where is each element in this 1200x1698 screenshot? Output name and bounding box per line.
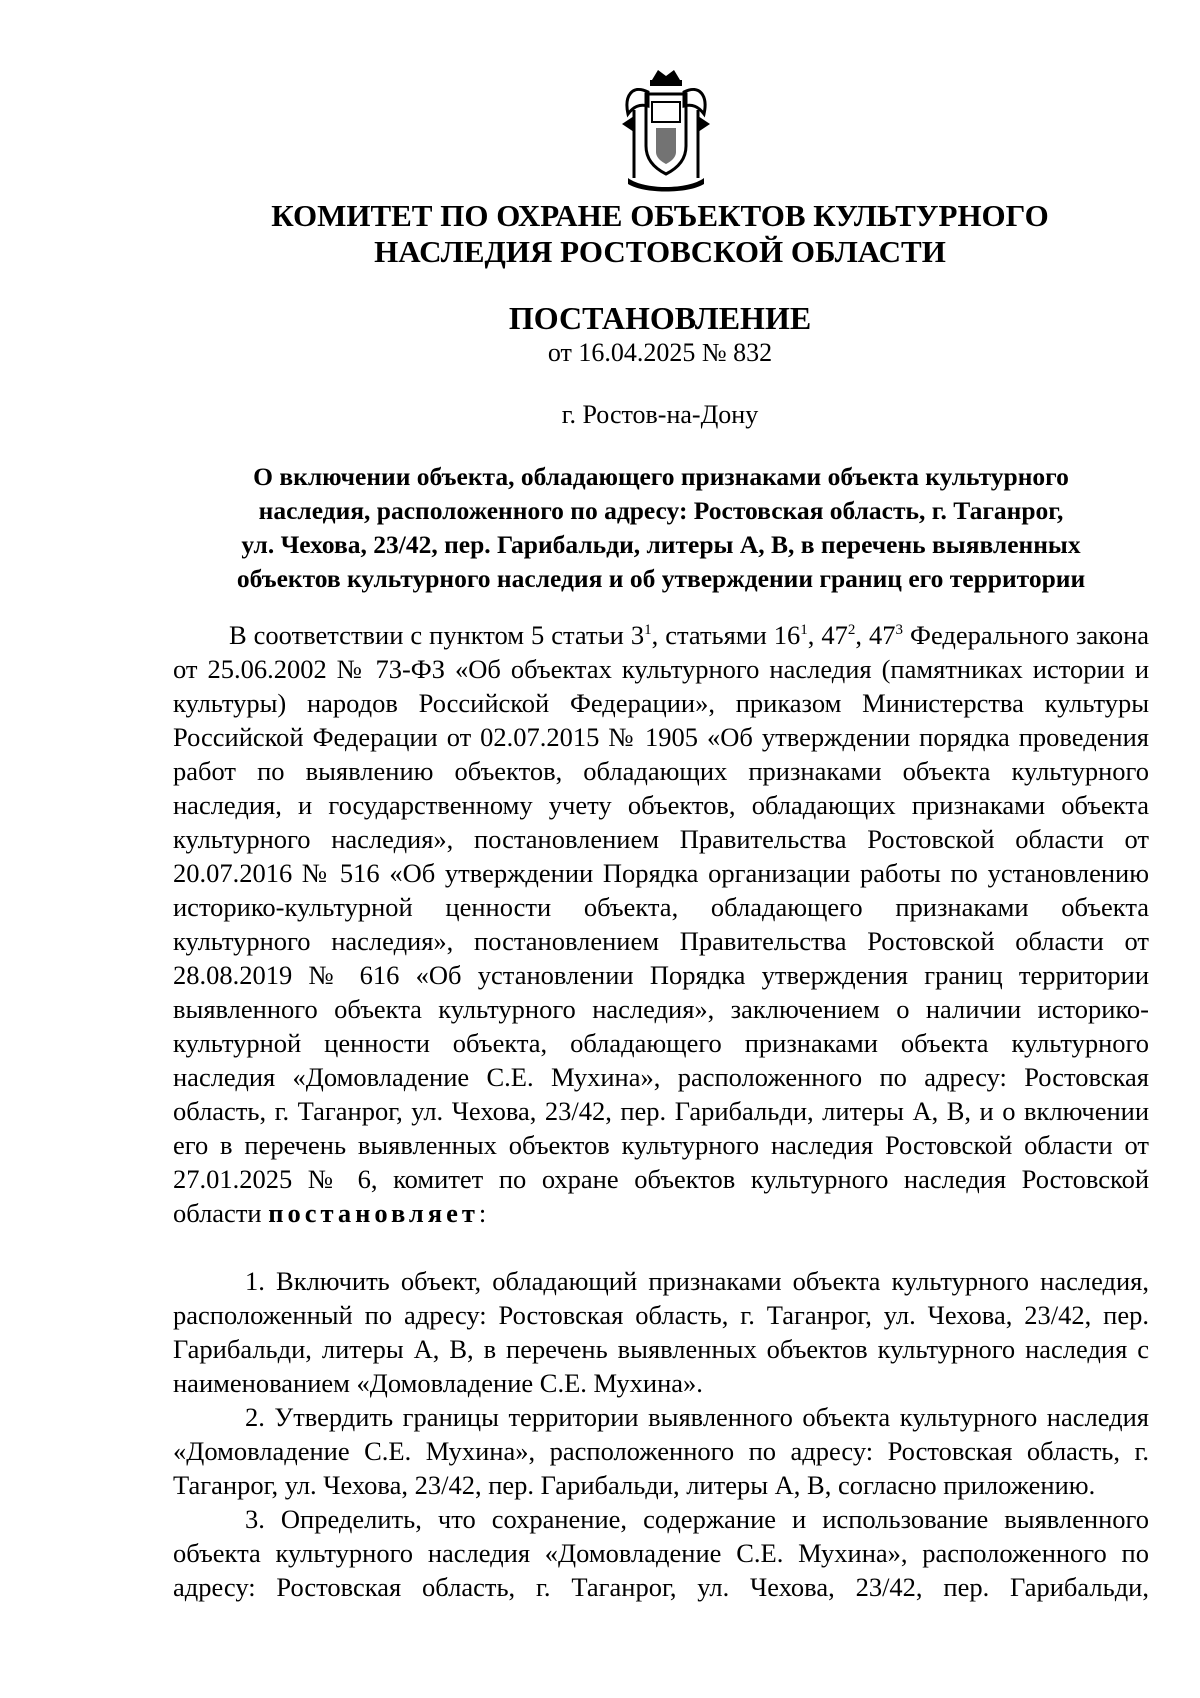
decree-colon: : [478, 1198, 487, 1228]
preamble-text-3: , 47 [807, 620, 848, 650]
document-type: ПОСТАНОВЛЕНИЕ [508, 300, 812, 336]
document-city: г. Ростов-на-Дону [561, 400, 759, 429]
preamble-paragraph [173, 618, 1149, 1230]
authority-line-1: КОМИТЕТ ПО ОХРАНЕ ОБЪЕКТОВ КУЛЬТУРНОГО [271, 198, 1049, 233]
decree-word: постановляет [268, 1198, 479, 1228]
title-line-1: О включении объекта, обладающего признаками объекта культурного [253, 462, 1069, 491]
superscript: 3 [895, 622, 904, 638]
decree-item-3: 3. Определить, что сохранение, содержание и использование выявленного объекта культурного наследия «Домовладение С.Е. Мухина», расположенного по адресу: Ростовская область, г. Таганрог, ул. Чехова, 23/42, пер. Гарибальди, [173, 1504, 1149, 1602]
title-line-3: ул. Чехова, 23/42, пер. Гарибальди, литеры А, В, в перечень выявленных [241, 530, 1081, 559]
preamble-text-5: Федерального закона от 25.06.2002 № 73-ФЗ «Об объектах культурного наследия (памятниках истории и культуры) народов Российской Федерации», приказом Министерства культуры Российской Федерации от 02.07.2015 № 1905 «Об утверждении порядка проведения работ по выявлению объектов, обладающих признаками объекта культурного наследия, и государственному учету объектов, обладающих признаками объекта культурного наследия», постановлением Правительства Ростовской области от 20.07.2016 № 516 «Об утверждении Порядка организации работы по установлению историко-культурной ценности объекта, обладающего признаками объекта культурного наследия», постановлением Правительства Ростовской области от 28.08.2019 № 616 «Об установлении Порядка утверждения границ территории выявленного объекта культурного наследия», заключением о наличии историко-культурной ценности объекта, обладающего признаками объекта культурного наследия «Домовладение С.Е. Мухина», расположенного по адресу: Ростовская область, г. Таганрог, ул. Чехова, 23/42, пер. Гарибальди, литеры А, В, и о включении его в перечень выявленных объектов культурного наследия Ростовской области от 27.01.2025 № 6, комитет по охране объектов культурного наследия Ростовской области [173, 620, 1150, 1228]
authority-line-2: НАСЛЕДИЯ РОСТОВСКОЙ ОБЛАСТИ [374, 234, 946, 269]
title-line-4: объектов культурного наследия и об утверждении границ его территории [236, 564, 1086, 593]
preamble-text-2: , статьями 16 [651, 620, 801, 650]
document-title [173, 460, 1149, 596]
superscript: 2 [847, 622, 856, 638]
preamble-text-1: В соответствии с пунктом 5 статьи 3 [229, 620, 645, 650]
decree-item-1: 1. Включить объект, обладающий признаками объекта культурного наследия, расположенный по адресу: Ростовская область, г. Таганрог, ул. Чехова, 23/42, пер. Гарибальди, литеры А, В, в перечень выявленных объектов культурного наследия с наименованием «Домовладение С.Е. Мухина». [173, 1266, 1149, 1398]
preamble-text-4: , 47 [855, 620, 896, 650]
decree-item-2: 2. Утвердить границы территории выявленного объекта культурного наследия «Домовладение С.Е. Мухина», расположенного по адресу: Ростовская область, г. Таганрог, ул. Чехова, 23/42, пер. Гарибальди, литеры А, В, согласно приложению. [173, 1402, 1149, 1500]
document-body [173, 618, 1149, 1604]
document-date-number: от 16.04.2025 № 832 [547, 338, 773, 367]
superscript: 1 [644, 622, 652, 638]
title-line-2: наследия, расположенного по адресу: Ростовская область, г. Таганрог, [258, 496, 1064, 525]
issuing-authority [0, 198, 1200, 270]
coat-of-arms-emblem [614, 66, 718, 194]
superscript: 1 [800, 622, 808, 638]
